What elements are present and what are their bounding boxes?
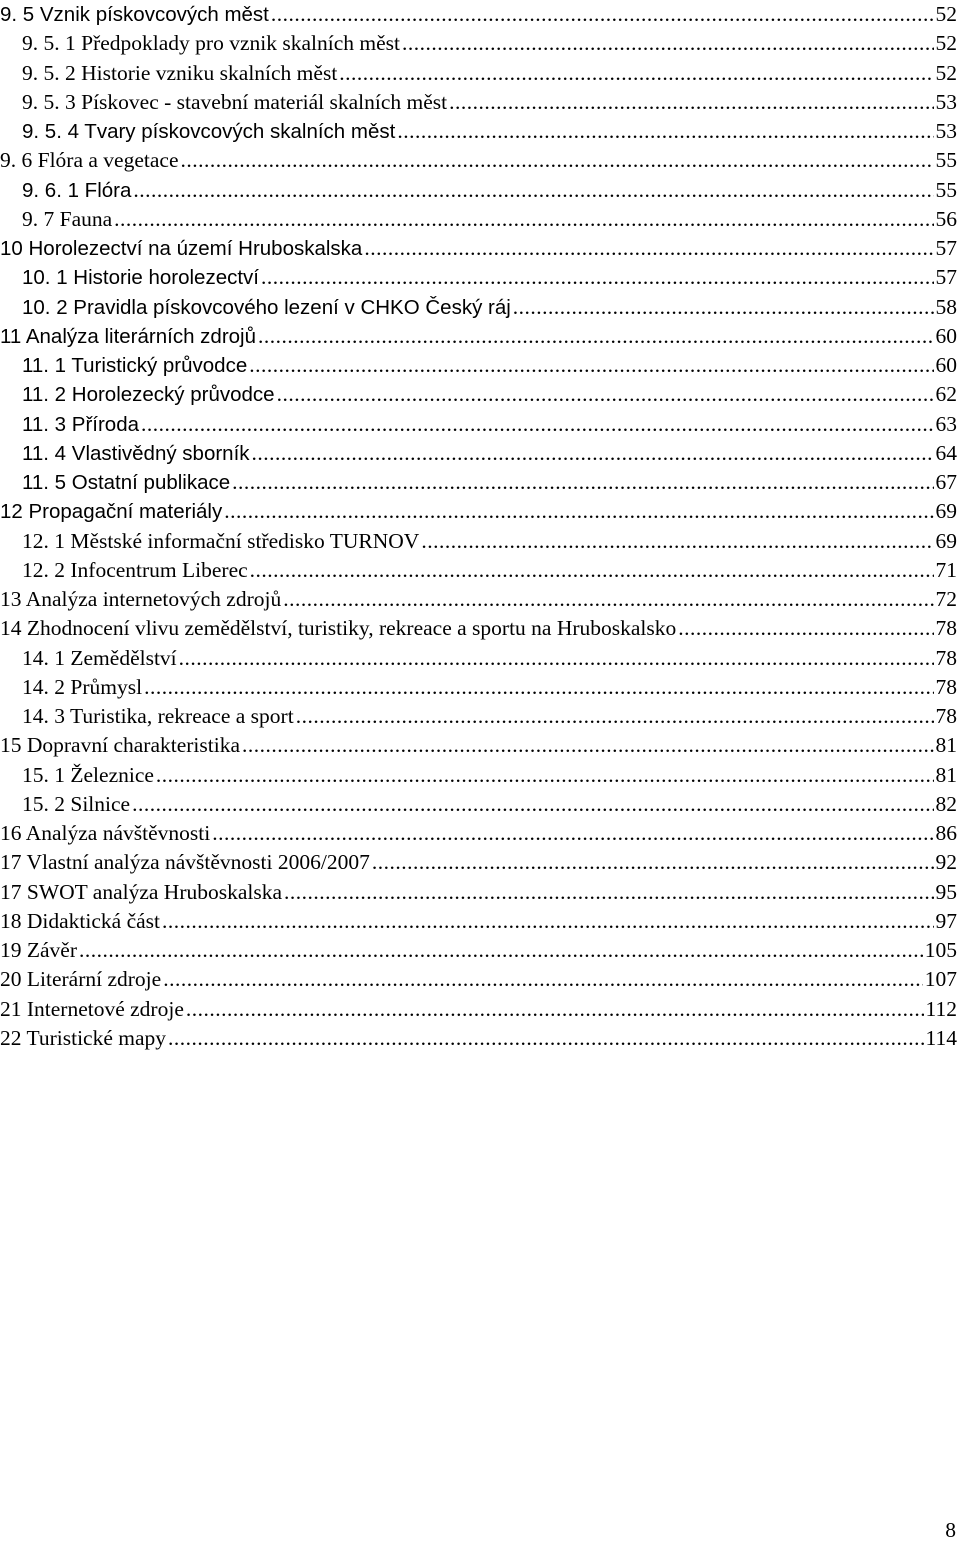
toc-entry-page: 92	[935, 850, 957, 875]
toc-entry[interactable]	[0, 439, 960, 468]
toc-leader-dots	[258, 322, 933, 351]
toc-entry[interactable]	[0, 527, 960, 556]
toc-leader-dots	[402, 29, 934, 58]
toc-entry-title: 11. 1 Turistický průvodce	[22, 351, 247, 380]
toc-entry-page: 62	[935, 382, 957, 407]
toc-entry[interactable]	[0, 380, 960, 409]
toc-entry[interactable]	[0, 351, 960, 380]
toc-entry-title: 22 Turistické mapy	[0, 1024, 166, 1053]
toc-entry-title: 14. 2 Průmysl	[22, 673, 142, 702]
toc-entry-title: 11. 5 Ostatní publikace	[22, 468, 230, 497]
toc-leader-dots	[162, 907, 933, 936]
toc-entry[interactable]	[0, 936, 960, 965]
toc-entry[interactable]	[0, 176, 960, 205]
toc-entry[interactable]	[0, 205, 960, 234]
toc-entry[interactable]	[0, 878, 960, 907]
toc-entry-title: 11. 3 Příroda	[22, 410, 139, 439]
toc-entry[interactable]	[0, 117, 960, 146]
toc-entry-page: 56	[935, 206, 957, 231]
toc-entry[interactable]	[0, 234, 960, 263]
toc-entry-title: 9. 5. 4 Tvary pískovcových skalních měst	[22, 117, 395, 146]
toc-entry[interactable]	[0, 585, 960, 614]
toc-entry-page: 53	[935, 119, 957, 143]
toc-entry-title: 10. 1 Historie horolezectví	[22, 263, 259, 292]
toc-entry-title: 11. 2 Horolezecký průvodce	[22, 380, 275, 409]
toc-entry[interactable]	[0, 1024, 960, 1053]
toc-entry-page: 58	[935, 294, 957, 319]
toc-leader-dots	[283, 585, 933, 614]
toc-leader-dots	[277, 380, 934, 409]
toc-entry-page: 67	[935, 470, 957, 494]
toc-entry[interactable]	[0, 644, 960, 673]
toc-entry-title: 9. 6 Flóra a vegetace	[0, 146, 179, 175]
toc-entry[interactable]	[0, 146, 960, 175]
toc-entry[interactable]	[0, 497, 960, 526]
toc-entry-title: 17 SWOT analýza Hruboskalska	[0, 878, 282, 907]
toc-entry-title: 14. 3 Turistika, rekreace a sport	[22, 702, 294, 731]
toc-entry-title: 9. 7 Fauna	[22, 205, 112, 234]
toc-entry-title: 12 Propagační materiály	[0, 497, 222, 526]
toc-entry-page: 97	[935, 908, 957, 933]
toc-entry[interactable]	[0, 819, 960, 848]
toc-entry-title: 15 Dopravní charakteristika	[0, 731, 240, 760]
toc-entry-page: 64	[935, 440, 957, 465]
toc-entry-page: 63	[935, 411, 957, 436]
toc-entry-page: 95	[935, 879, 957, 904]
toc-leader-dots	[678, 614, 933, 643]
toc-entry-page: 112	[925, 996, 957, 1021]
toc-entry-page: 69	[935, 499, 957, 524]
toc-leader-dots	[156, 761, 934, 790]
toc-entry-page: 57	[935, 265, 957, 290]
toc-leader-dots	[261, 263, 933, 292]
toc-entry[interactable]	[0, 59, 960, 88]
page-number: 8	[945, 1518, 956, 1542]
toc-entry-page: 55	[935, 177, 957, 202]
toc-entry-page: 82	[935, 791, 957, 816]
toc-entry-title: 17 Vlastní analýza návštěvnosti 2006/2007	[0, 848, 370, 877]
toc-entry-title: 9. 6. 1 Flóra	[22, 176, 131, 205]
toc-leader-dots	[513, 293, 934, 322]
toc-leader-dots	[296, 702, 934, 731]
toc-leader-dots	[224, 497, 933, 526]
toc-entry-title: 16 Analýza návštěvnosti	[0, 819, 210, 848]
toc-entry-title: 18 Didaktická část	[0, 907, 160, 936]
toc-entry[interactable]	[0, 848, 960, 877]
toc-entry-title: 9. 5. 1 Předpoklady pro vznik skalních měst	[22, 29, 400, 58]
toc-leader-dots	[271, 0, 934, 29]
toc-entry[interactable]	[0, 0, 960, 29]
toc-leader-dots	[181, 146, 934, 175]
toc-leader-dots	[232, 468, 933, 497]
toc-leader-dots	[186, 995, 924, 1024]
toc-entry[interactable]	[0, 322, 960, 351]
toc-entry-page: 52	[935, 31, 957, 56]
toc-entry[interactable]	[0, 614, 960, 643]
toc-entry-title: 15. 2 Silnice	[22, 790, 130, 819]
toc-entry-page: 69	[935, 528, 957, 553]
toc-entry-title: 14 Zhodnocení vlivu zemědělství, turistiky, rekreace a sportu na Hruboskalsko	[0, 614, 676, 643]
toc-entry-title: 15. 1 Železnice	[22, 761, 154, 790]
toc-entry[interactable]	[0, 761, 960, 790]
toc-entry-page: 72	[935, 587, 957, 611]
toc-entry[interactable]	[0, 29, 960, 58]
toc-leader-dots	[372, 848, 934, 877]
toc-entry[interactable]	[0, 410, 960, 439]
toc-leader-dots	[421, 527, 933, 556]
toc-entry-title: 12. 2 Infocentrum Liberec	[22, 556, 248, 585]
toc-leader-dots	[252, 439, 934, 468]
toc-entry-page: 60	[935, 353, 957, 377]
toc-entry-page: 71	[935, 557, 957, 582]
toc-entry[interactable]	[0, 293, 960, 322]
toc-entry-page: 53	[935, 89, 957, 114]
toc-entry-page: 114	[925, 1025, 957, 1050]
toc-entry-page: 57	[935, 236, 957, 260]
toc-entry[interactable]	[0, 731, 960, 760]
toc-leader-dots	[212, 819, 933, 848]
toc-entry-title: 12. 1 Městské informační středisko TURNOV	[22, 527, 419, 556]
toc-entry-page: 60	[935, 323, 957, 348]
toc-entry-page: 78	[935, 704, 957, 728]
toc-entry-title: 13 Analýza internetových zdrojů	[0, 585, 281, 614]
toc-leader-dots	[249, 351, 933, 380]
toc-entry-title: 19 Závěr	[0, 936, 77, 965]
toc-entry-title: 20 Literární zdroje	[0, 965, 161, 994]
toc-entry-title: 10 Horolezectví na území Hruboskalska	[0, 234, 362, 263]
toc-entry[interactable]	[0, 907, 960, 936]
toc-leader-dots	[250, 556, 934, 585]
toc-entry-title: 14. 1 Zemědělství	[22, 644, 177, 673]
toc-leader-dots	[144, 673, 933, 702]
toc-entry-page: 78	[935, 616, 957, 641]
toc-entry[interactable]	[0, 673, 960, 702]
toc-entry[interactable]	[0, 995, 960, 1024]
toc-entry-page: 86	[935, 821, 957, 845]
toc-leader-dots	[339, 59, 933, 88]
toc-entry-title: 11 Analýza literárních zdrojů	[0, 322, 256, 351]
toc-entry-page: 55	[935, 148, 957, 173]
toc-leader-dots	[133, 176, 933, 205]
toc-leader-dots	[79, 936, 923, 965]
toc-leader-dots	[141, 410, 934, 439]
toc-entry-title: 9. 5. 3 Pískovec - stavební materiál skalních měst	[22, 88, 447, 117]
toc-entry[interactable]	[0, 702, 960, 731]
toc-entry[interactable]	[0, 556, 960, 585]
toc-entry[interactable]	[0, 468, 960, 497]
toc-leader-dots	[132, 790, 933, 819]
toc-leader-dots	[168, 1024, 924, 1053]
toc-leader-dots	[179, 644, 934, 673]
toc-entry[interactable]	[0, 965, 960, 994]
toc-leader-dots	[284, 878, 933, 907]
toc-leader-dots	[114, 205, 933, 234]
toc-entry[interactable]	[0, 790, 960, 819]
toc-entry-title: 10. 2 Pravidla pískovcového lezení v CHKO Český ráj	[22, 293, 511, 322]
toc-leader-dots	[449, 88, 933, 117]
toc-entry-title: 9. 5 Vznik pískovcových měst	[0, 0, 269, 29]
toc-entry[interactable]	[0, 88, 960, 117]
toc-entry-page: 52	[935, 2, 957, 26]
toc-entry[interactable]	[0, 263, 960, 292]
toc-entry-page: 78	[935, 674, 957, 699]
toc-entry-page: 105	[924, 938, 957, 962]
toc-leader-dots	[163, 965, 923, 994]
toc-leader-dots	[242, 731, 934, 760]
toc-entry-page: 81	[935, 733, 957, 758]
toc-leader-dots	[397, 117, 933, 146]
toc-entry-page: 107	[924, 967, 957, 992]
toc-leader-dots	[364, 234, 933, 263]
toc-entry-title: 21 Internetové zdroje	[0, 995, 184, 1024]
toc-entry-title: 11. 4 Vlastivědný sborník	[22, 439, 250, 468]
toc-entry-page: 78	[935, 645, 957, 670]
toc-entry-page: 81	[935, 762, 957, 787]
toc-entry-page: 52	[935, 60, 957, 85]
toc-entry-title: 9. 5. 2 Historie vzniku skalních měst	[22, 59, 337, 88]
